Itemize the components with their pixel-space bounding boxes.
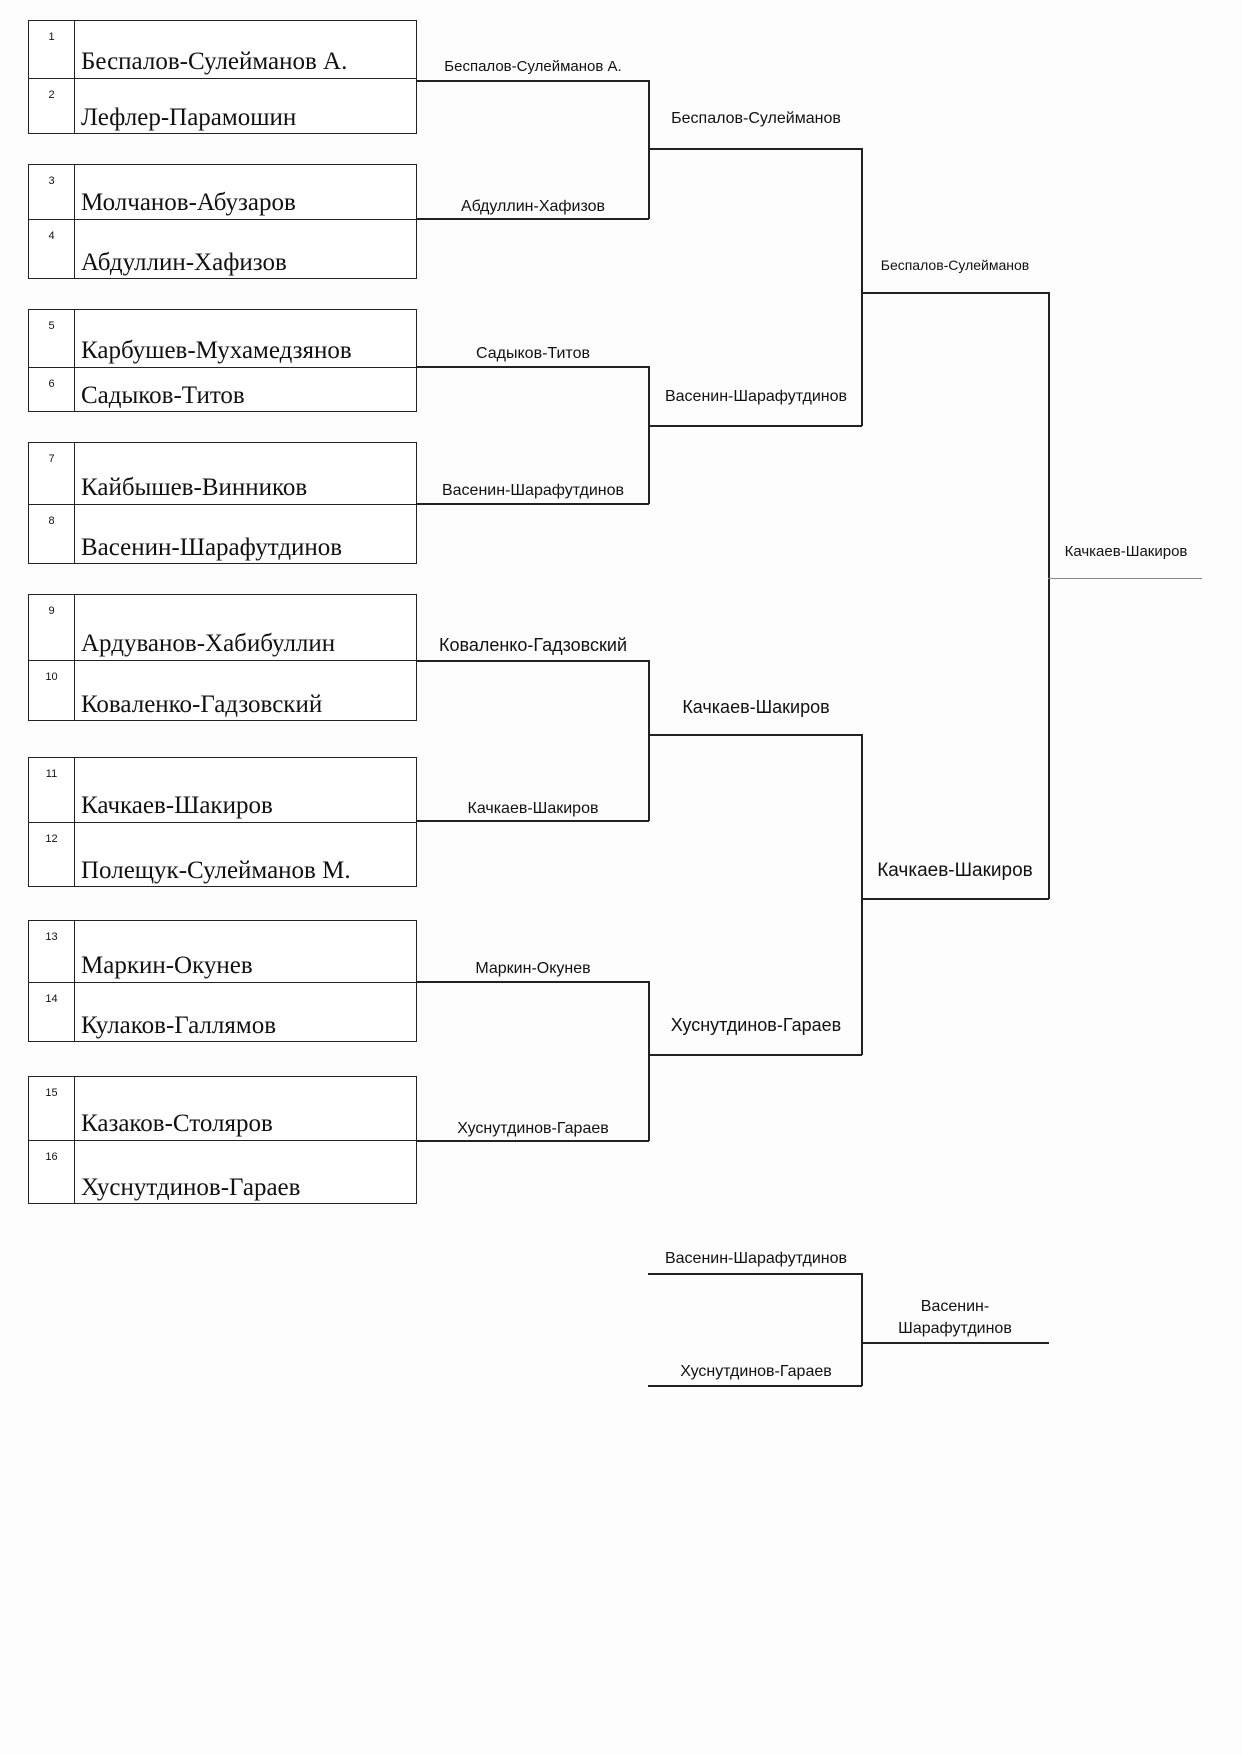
round3-winner: Беспалов-Сулейманов xyxy=(880,257,1030,273)
seed-row xyxy=(29,78,416,134)
seed-row xyxy=(29,367,416,412)
team-name: Коваленко-Гадзовский xyxy=(81,691,323,718)
seed-number: 11 xyxy=(29,758,75,822)
round2-winner: Васенин-Шарафутдинов xyxy=(664,388,848,405)
bracket-line xyxy=(648,1054,862,1056)
team-name: Полещук-Сулейманов М. xyxy=(81,857,351,884)
third-place-winner-line1: Васенин- xyxy=(920,1298,990,1315)
team-name: Казаков-Столяров xyxy=(81,1110,273,1137)
seed-row xyxy=(29,595,416,660)
bracket-line xyxy=(417,981,649,983)
seed-number: 3 xyxy=(29,165,75,219)
bracket-line xyxy=(861,1342,1049,1344)
match-box-6 xyxy=(28,757,417,887)
seed-row xyxy=(29,165,416,219)
seed-number: 12 xyxy=(29,823,75,887)
match-box-5 xyxy=(28,594,417,721)
match-box-3 xyxy=(28,309,417,412)
seed-row xyxy=(29,921,416,982)
round1-winner: Васенин-Шарафутдинов xyxy=(441,482,625,499)
bracket-line xyxy=(1048,292,1050,899)
round2-winner: Беспалов-Сулейманов xyxy=(671,110,841,127)
round2-winner: Качкаев-Шакиров xyxy=(682,697,830,717)
bracket-line xyxy=(417,820,649,822)
bracket-line xyxy=(417,366,649,368)
bracket-line xyxy=(648,981,650,1141)
match-box-8 xyxy=(28,1076,417,1204)
round2-winner: Хуснутдинов-Гараев xyxy=(670,1015,842,1035)
round1-winner: Маркин-Окунев xyxy=(475,960,591,977)
bracket-line xyxy=(417,80,649,82)
seed-row xyxy=(29,660,416,721)
bracket-line xyxy=(417,660,649,662)
match-box-2 xyxy=(28,164,417,279)
third-place-team-b: Хуснутдинов-Гараев xyxy=(680,1363,832,1380)
team-name: Васенин-Шарафутдинов xyxy=(81,534,343,561)
seed-number: 6 xyxy=(29,368,75,412)
round1-winner: Садыков-Титов xyxy=(476,345,590,362)
match-box-4 xyxy=(28,442,417,564)
seed-number: 16 xyxy=(29,1141,75,1204)
bracket-line xyxy=(648,1385,862,1387)
seed-number: 9 xyxy=(29,595,75,660)
seed-row xyxy=(29,758,416,822)
bracket-line xyxy=(861,292,1049,294)
bracket-line xyxy=(861,734,863,1055)
team-name: Качкаев-Шакиров xyxy=(81,792,273,819)
seed-row xyxy=(29,504,416,564)
seed-row xyxy=(29,1140,416,1204)
bracket-line xyxy=(648,1273,862,1275)
bracket-line xyxy=(417,1140,649,1142)
seed-number: 15 xyxy=(29,1077,75,1140)
round3-winner: Качкаев-Шакиров xyxy=(877,860,1033,881)
seed-row xyxy=(29,21,416,78)
team-name: Ардуванов-Хабибуллин xyxy=(81,630,336,657)
seed-number: 10 xyxy=(29,661,75,721)
seed-number: 8 xyxy=(29,505,75,564)
seed-number: 4 xyxy=(29,220,75,279)
bracket-line xyxy=(648,425,862,427)
round1-winner: Хуснутдинов-Гараев xyxy=(457,1120,609,1137)
team-name: Садыков-Титов xyxy=(81,382,245,409)
round1-winner: Беспалов-Сулейманов А. xyxy=(444,58,622,75)
bracket-line xyxy=(648,148,862,150)
team-name: Кулаков-Галлямов xyxy=(81,1012,276,1039)
seed-row xyxy=(29,443,416,504)
bracket-line xyxy=(1048,578,1202,579)
bracket-line xyxy=(417,218,649,220)
bracket-line xyxy=(648,366,650,504)
bracket-line xyxy=(648,660,650,821)
team-name: Кайбышев-Винников xyxy=(81,474,308,501)
team-name: Беспалов-Сулейманов А. xyxy=(81,48,348,75)
team-name: Лефлер-Парамошин xyxy=(81,104,297,131)
seed-row xyxy=(29,310,416,367)
bracket-line xyxy=(648,80,650,219)
seed-number: 13 xyxy=(29,921,75,982)
seed-row xyxy=(29,822,416,887)
team-name: Молчанов-Абузаров xyxy=(81,189,296,216)
seed-number: 7 xyxy=(29,443,75,504)
team-name: Маркин-Окунев xyxy=(81,952,253,979)
match-box-1 xyxy=(28,20,417,134)
match-box-7 xyxy=(28,920,417,1042)
bracket-line xyxy=(861,148,863,426)
seed-row xyxy=(29,1077,416,1140)
team-name: Хуснутдинов-Гараев xyxy=(81,1174,301,1201)
seed-number: 2 xyxy=(29,79,75,134)
team-name: Абдуллин-Хафизов xyxy=(81,249,287,276)
bracket-line xyxy=(861,898,1049,900)
seed-number: 5 xyxy=(29,310,75,367)
third-place-team-a: Васенин-Шарафутдинов xyxy=(664,1250,848,1267)
round1-winner: Абдуллин-Хафизов xyxy=(460,198,606,215)
seed-number: 1 xyxy=(29,21,75,78)
seed-number: 14 xyxy=(29,983,75,1042)
round1-winner: Качкаев-Шакиров xyxy=(467,800,599,817)
bracket-line xyxy=(648,734,862,736)
seed-row xyxy=(29,982,416,1042)
team-name: Карбушев-Мухамедзянов xyxy=(81,337,352,364)
champion: Качкаев-Шакиров xyxy=(1064,543,1188,560)
bracket-line xyxy=(417,503,649,505)
third-place-winner-line2: Шарафутдинов xyxy=(898,1320,1012,1337)
seed-row xyxy=(29,219,416,279)
round1-winner: Коваленко-Гадзовский xyxy=(438,635,628,655)
